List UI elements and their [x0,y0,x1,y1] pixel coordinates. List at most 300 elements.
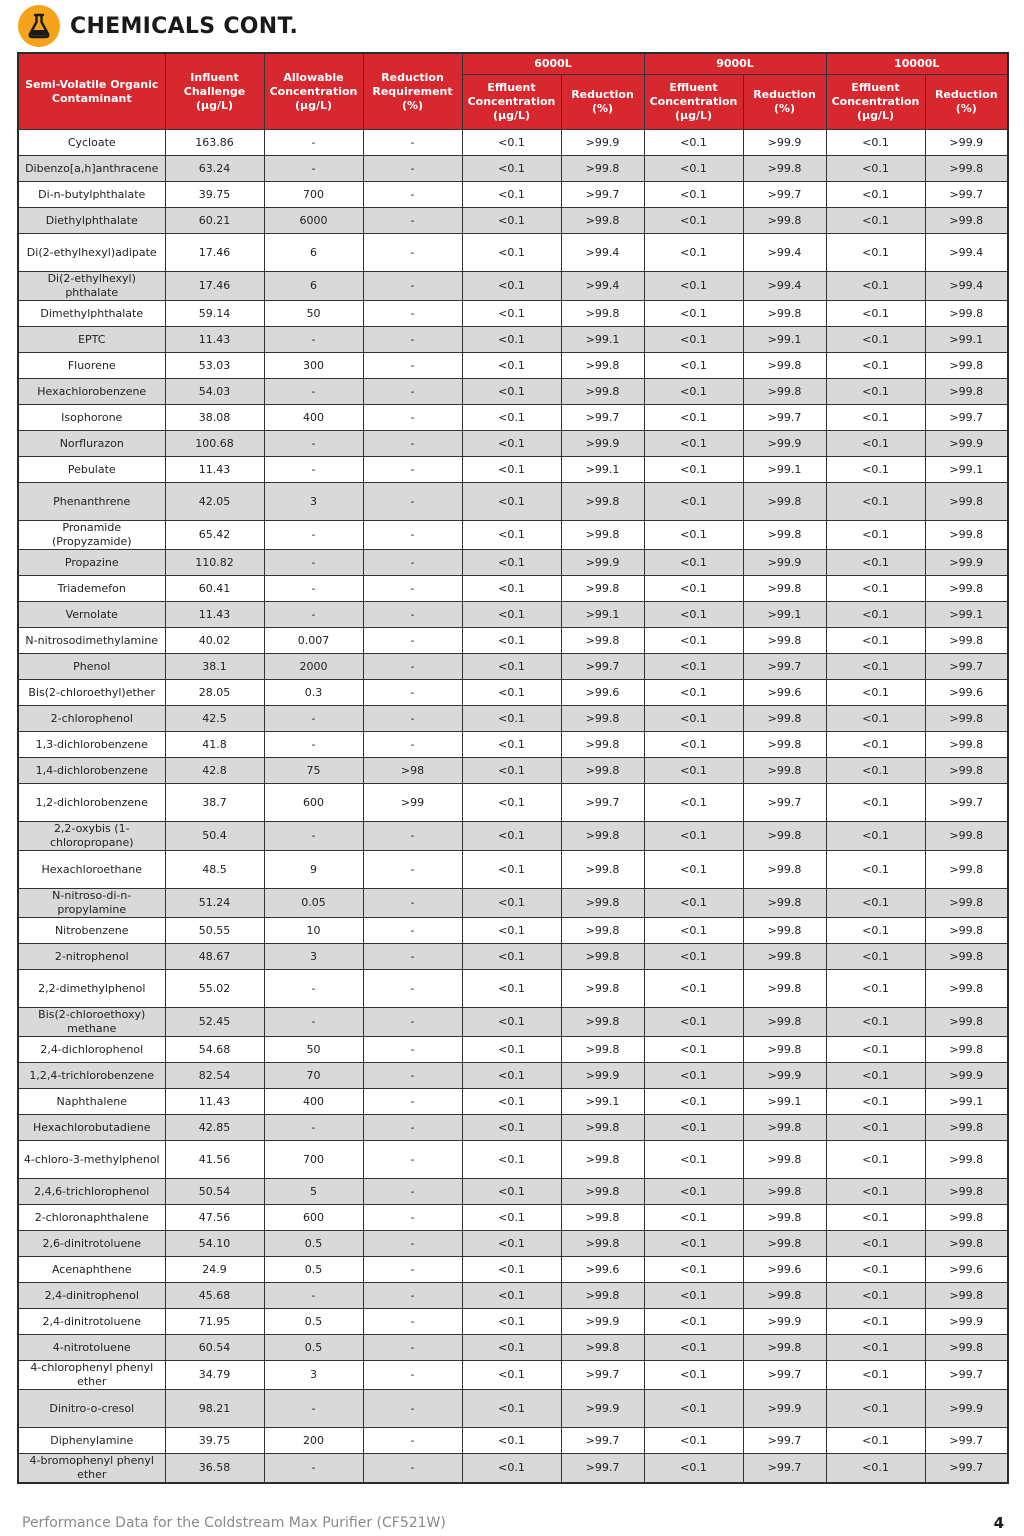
cell-6000l-effluent: <0.1 [462,602,561,628]
cell-10000l-effluent: <0.1 [826,1037,925,1063]
cell-9000l-reduction: >99.8 [743,822,826,851]
footer-text: Performance Data for the Coldstream Max Purifier (CF521W) [22,1515,446,1531]
cell-10000l-effluent: <0.1 [826,1335,925,1361]
cell-10000l-effluent: <0.1 [826,654,925,680]
cell-9000l-effluent: <0.1 [644,654,743,680]
cell-allowable: - [264,457,363,483]
cell-10000l-effluent: <0.1 [826,918,925,944]
cell-allowable: 6 [264,234,363,272]
cell-influent: 50.54 [165,1179,264,1205]
cell-requirement: - [363,1361,462,1390]
cell-9000l-effluent: <0.1 [644,1141,743,1179]
cell-allowable: 300 [264,353,363,379]
cell-allowable: - [264,550,363,576]
cell-influent: 54.03 [165,379,264,405]
cell-contaminant: Dibenzo[a,h]anthracene [18,156,165,182]
cell-10000l-effluent: <0.1 [826,405,925,431]
cell-requirement: >98 [363,758,462,784]
col-header-requirement: Reduction Requirement (%) [363,53,462,130]
cell-6000l-effluent: <0.1 [462,379,561,405]
cell-10000l-reduction: >99.9 [925,550,1008,576]
cell-10000l-effluent: <0.1 [826,1115,925,1141]
table-row [18,182,1008,208]
cell-9000l-reduction: >99.8 [743,889,826,918]
cell-9000l-reduction: >99.8 [743,758,826,784]
cell-10000l-effluent: <0.1 [826,970,925,1008]
cell-requirement: - [363,970,462,1008]
table-row [18,1335,1008,1361]
cell-allowable: 0.5 [264,1257,363,1283]
cell-10000l-effluent: <0.1 [826,1008,925,1037]
cell-6000l-effluent: <0.1 [462,1205,561,1231]
cell-allowable: - [264,1390,363,1428]
cell-6000l-reduction: >99.8 [561,208,644,234]
cell-requirement: - [363,680,462,706]
cell-9000l-reduction: >99.8 [743,156,826,182]
cell-contaminant: 4-chloro-3-methylphenol [18,1141,165,1179]
cell-requirement: - [363,483,462,521]
cell-allowable: - [264,431,363,457]
cell-6000l-effluent: <0.1 [462,1309,561,1335]
cell-influent: 39.75 [165,1428,264,1454]
cell-10000l-effluent: <0.1 [826,851,925,889]
cell-6000l-effluent: <0.1 [462,272,561,301]
cell-allowable: - [264,1283,363,1309]
cell-requirement: - [363,602,462,628]
table-row [18,1063,1008,1089]
cell-influent: 54.10 [165,1231,264,1257]
cell-9000l-reduction: >99.9 [743,130,826,156]
cell-10000l-effluent: <0.1 [826,822,925,851]
cell-10000l-reduction: >99.7 [925,405,1008,431]
cell-9000l-reduction: >99.9 [743,1390,826,1428]
cell-9000l-effluent: <0.1 [644,1257,743,1283]
cell-9000l-effluent: <0.1 [644,1205,743,1231]
cell-allowable: 6 [264,272,363,301]
cell-9000l-effluent: <0.1 [644,234,743,272]
cell-6000l-reduction: >99.8 [561,1231,644,1257]
cell-requirement: - [363,1063,462,1089]
cell-9000l-reduction: >99.8 [743,521,826,550]
cell-10000l-effluent: <0.1 [826,483,925,521]
cell-9000l-reduction: >99.7 [743,1361,826,1390]
cell-10000l-reduction: >99.1 [925,327,1008,353]
cell-10000l-reduction: >99.8 [925,706,1008,732]
cell-9000l-effluent: <0.1 [644,521,743,550]
cell-6000l-effluent: <0.1 [462,1179,561,1205]
cell-requirement: - [363,208,462,234]
cell-6000l-reduction: >99.8 [561,918,644,944]
cell-requirement: - [363,1179,462,1205]
cell-9000l-effluent: <0.1 [644,208,743,234]
cell-10000l-reduction: >99.7 [925,182,1008,208]
cell-6000l-effluent: <0.1 [462,1063,561,1089]
cell-allowable: 2000 [264,654,363,680]
cell-6000l-reduction: >99.7 [561,1454,644,1484]
cell-6000l-effluent: <0.1 [462,301,561,327]
cell-allowable: 0.3 [264,680,363,706]
cell-requirement: - [363,301,462,327]
cell-contaminant: 2,4-dichlorophenol [18,1037,165,1063]
cell-influent: 42.85 [165,1115,264,1141]
cell-9000l-reduction: >99.9 [743,550,826,576]
cell-allowable: - [264,970,363,1008]
cell-6000l-reduction: >99.7 [561,182,644,208]
cell-6000l-reduction: >99.8 [561,1008,644,1037]
cell-contaminant: Di-n-butylphthalate [18,182,165,208]
cell-6000l-effluent: <0.1 [462,822,561,851]
cell-6000l-effluent: <0.1 [462,970,561,1008]
cell-requirement: - [363,550,462,576]
cell-6000l-effluent: <0.1 [462,234,561,272]
cell-10000l-reduction: >99.4 [925,272,1008,301]
cell-6000l-reduction: >99.9 [561,1390,644,1428]
cell-allowable: - [264,732,363,758]
cell-9000l-reduction: >99.1 [743,1089,826,1115]
cell-10000l-reduction: >99.8 [925,1037,1008,1063]
cell-6000l-reduction: >99.8 [561,732,644,758]
cell-6000l-reduction: >99.8 [561,851,644,889]
cell-influent: 36.58 [165,1454,264,1484]
cell-contaminant: Hexachlorobenzene [18,379,165,405]
cell-10000l-reduction: >99.8 [925,918,1008,944]
table-row [18,1257,1008,1283]
table-row [18,1454,1008,1484]
table-row [18,1179,1008,1205]
sub-header-effluent: Effluent Concentration (µg/L) [462,75,561,130]
cell-10000l-reduction: >99.8 [925,822,1008,851]
cell-6000l-reduction: >99.7 [561,1428,644,1454]
sub-header-effluent: Effluent Concentration (µg/L) [826,75,925,130]
cell-6000l-reduction: >99.8 [561,521,644,550]
cell-requirement: - [363,457,462,483]
cell-6000l-reduction: >99.8 [561,706,644,732]
group-header-6000l: 6000L [462,53,644,75]
cell-10000l-reduction: >99.1 [925,602,1008,628]
cell-6000l-effluent: <0.1 [462,1428,561,1454]
cell-6000l-effluent: <0.1 [462,576,561,602]
group-header-9000l: 9000L [644,53,826,75]
cell-9000l-reduction: >99.8 [743,970,826,1008]
cell-6000l-effluent: <0.1 [462,1283,561,1309]
table-row [18,1428,1008,1454]
cell-requirement: - [363,379,462,405]
cell-contaminant: Diphenylamine [18,1428,165,1454]
cell-6000l-effluent: <0.1 [462,1008,561,1037]
cell-allowable: 0.5 [264,1231,363,1257]
cell-9000l-effluent: <0.1 [644,1179,743,1205]
table-row [18,405,1008,431]
cell-6000l-reduction: >99.8 [561,156,644,182]
col-header-contaminant: Semi-Volatile Organic Contaminant [18,53,165,130]
cell-allowable: 600 [264,1205,363,1231]
cell-6000l-reduction: >99.7 [561,405,644,431]
cell-10000l-reduction: >99.8 [925,1231,1008,1257]
cell-10000l-effluent: <0.1 [826,1361,925,1390]
cell-10000l-effluent: <0.1 [826,1089,925,1115]
cell-9000l-reduction: >99.6 [743,680,826,706]
table-row [18,301,1008,327]
cell-requirement: - [363,1283,462,1309]
cell-influent: 39.75 [165,182,264,208]
cell-requirement: - [363,130,462,156]
cell-9000l-effluent: <0.1 [644,680,743,706]
table-row [18,208,1008,234]
cell-contaminant: Propazine [18,550,165,576]
cell-contaminant: Triademefon [18,576,165,602]
cell-requirement: - [363,234,462,272]
cell-9000l-reduction: >99.1 [743,327,826,353]
cell-9000l-effluent: <0.1 [644,550,743,576]
cell-9000l-reduction: >99.8 [743,576,826,602]
cell-10000l-reduction: >99.7 [925,654,1008,680]
cell-6000l-effluent: <0.1 [462,851,561,889]
cell-9000l-effluent: <0.1 [644,822,743,851]
cell-6000l-reduction: >99.1 [561,602,644,628]
table-row [18,483,1008,521]
cell-6000l-reduction: >99.8 [561,1037,644,1063]
cell-requirement: >99 [363,784,462,822]
cell-6000l-effluent: <0.1 [462,457,561,483]
cell-6000l-reduction: >99.8 [561,822,644,851]
cell-10000l-effluent: <0.1 [826,431,925,457]
cell-allowable: 10 [264,918,363,944]
cell-influent: 41.8 [165,732,264,758]
cell-influent: 63.24 [165,156,264,182]
table-row [18,970,1008,1008]
cell-6000l-effluent: <0.1 [462,1141,561,1179]
cell-9000l-effluent: <0.1 [644,379,743,405]
cell-influent: 52.45 [165,1008,264,1037]
cell-influent: 11.43 [165,457,264,483]
cell-contaminant: Dimethylphthalate [18,301,165,327]
cell-6000l-reduction: >99.9 [561,1063,644,1089]
cell-allowable: 50 [264,301,363,327]
cell-9000l-effluent: <0.1 [644,1283,743,1309]
cell-6000l-effluent: <0.1 [462,784,561,822]
cell-contaminant: Bis(2-chloroethyl)ether [18,680,165,706]
cell-requirement: - [363,156,462,182]
cell-9000l-reduction: >99.7 [743,654,826,680]
cell-9000l-reduction: >99.9 [743,431,826,457]
cell-influent: 60.41 [165,576,264,602]
cell-6000l-reduction: >99.8 [561,301,644,327]
cell-influent: 17.46 [165,234,264,272]
cell-contaminant: EPTC [18,327,165,353]
cell-influent: 34.79 [165,1361,264,1390]
flask-icon [18,5,60,47]
table-row [18,327,1008,353]
cell-influent: 60.21 [165,208,264,234]
cell-9000l-effluent: <0.1 [644,457,743,483]
cell-contaminant: Naphthalene [18,1089,165,1115]
cell-allowable: - [264,1008,363,1037]
table-row [18,1037,1008,1063]
cell-9000l-effluent: <0.1 [644,1454,743,1484]
cell-allowable: 0.5 [264,1309,363,1335]
table-row [18,1141,1008,1179]
cell-influent: 110.82 [165,550,264,576]
cell-10000l-effluent: <0.1 [826,1283,925,1309]
cell-allowable: - [264,1115,363,1141]
cell-allowable: 0.05 [264,889,363,918]
cell-allowable: 0.5 [264,1335,363,1361]
cell-requirement: - [363,182,462,208]
cell-10000l-reduction: >99.8 [925,889,1008,918]
cell-10000l-reduction: >99.8 [925,628,1008,654]
sub-header-effluent: Effluent Concentration (µg/L) [644,75,743,130]
cell-allowable: - [264,602,363,628]
cell-6000l-effluent: <0.1 [462,1257,561,1283]
sub-header-reduction: Reduction (%) [743,75,826,130]
cell-10000l-effluent: <0.1 [826,1231,925,1257]
cell-9000l-reduction: >99.8 [743,353,826,379]
cell-contaminant: 4-nitrotoluene [18,1335,165,1361]
cell-6000l-reduction: >99.9 [561,431,644,457]
cell-6000l-effluent: <0.1 [462,431,561,457]
cell-10000l-reduction: >99.8 [925,1115,1008,1141]
cell-9000l-effluent: <0.1 [644,758,743,784]
cell-9000l-effluent: <0.1 [644,576,743,602]
cell-contaminant: Isophorone [18,405,165,431]
cell-contaminant: Phenol [18,654,165,680]
cell-6000l-reduction: >99.8 [561,353,644,379]
cell-allowable: 400 [264,1089,363,1115]
cell-10000l-reduction: >99.8 [925,944,1008,970]
cell-contaminant: N-nitroso-di-n-propylamine [18,889,165,918]
cell-requirement: - [363,1231,462,1257]
cell-contaminant: 2,4-dinitrotoluene [18,1309,165,1335]
table-row [18,654,1008,680]
cell-10000l-reduction: >99.8 [925,483,1008,521]
cell-6000l-reduction: >99.8 [561,1115,644,1141]
cell-6000l-effluent: <0.1 [462,1115,561,1141]
cell-10000l-effluent: <0.1 [826,208,925,234]
cell-contaminant: 2-chloronaphthalene [18,1205,165,1231]
page-header [18,4,298,48]
table-row [18,944,1008,970]
cell-influent: 82.54 [165,1063,264,1089]
cell-contaminant: Vernolate [18,602,165,628]
cell-9000l-reduction: >99.8 [743,1335,826,1361]
table-row [18,851,1008,889]
cell-9000l-effluent: <0.1 [644,1063,743,1089]
cell-allowable: 6000 [264,208,363,234]
cell-requirement: - [363,1428,462,1454]
cell-10000l-reduction: >99.8 [925,576,1008,602]
cell-9000l-reduction: >99.8 [743,732,826,758]
table-row [18,732,1008,758]
table-row [18,1390,1008,1428]
cell-6000l-effluent: <0.1 [462,156,561,182]
table-row [18,628,1008,654]
table-row [18,431,1008,457]
cell-10000l-effluent: <0.1 [826,889,925,918]
table-row [18,706,1008,732]
cell-9000l-reduction: >99.8 [743,483,826,521]
cell-10000l-effluent: <0.1 [826,628,925,654]
cell-influent: 45.68 [165,1283,264,1309]
cell-9000l-effluent: <0.1 [644,1309,743,1335]
cell-influent: 28.05 [165,680,264,706]
cell-10000l-effluent: <0.1 [826,784,925,822]
cell-contaminant: 1,4-dichlorobenzene [18,758,165,784]
table-row [18,758,1008,784]
cell-allowable: - [264,379,363,405]
cell-contaminant: Hexachlorobutadiene [18,1115,165,1141]
cell-allowable: 70 [264,1063,363,1089]
cell-6000l-reduction: >99.7 [561,1361,644,1390]
cell-requirement: - [363,1037,462,1063]
cell-allowable: - [264,327,363,353]
cell-9000l-reduction: >99.1 [743,602,826,628]
cell-requirement: - [363,851,462,889]
cell-10000l-effluent: <0.1 [826,234,925,272]
cell-9000l-reduction: >99.7 [743,784,826,822]
cell-allowable: - [264,822,363,851]
cell-9000l-reduction: >99.7 [743,1454,826,1484]
cell-9000l-reduction: >99.1 [743,457,826,483]
cell-10000l-effluent: <0.1 [826,1141,925,1179]
cell-6000l-effluent: <0.1 [462,1037,561,1063]
cell-6000l-reduction: >99.8 [561,379,644,405]
table-row [18,889,1008,918]
cell-10000l-reduction: >99.8 [925,1205,1008,1231]
cell-9000l-reduction: >99.8 [743,1115,826,1141]
cell-9000l-effluent: <0.1 [644,851,743,889]
cell-10000l-reduction: >99.8 [925,1283,1008,1309]
cell-10000l-effluent: <0.1 [826,602,925,628]
cell-influent: 50.4 [165,822,264,851]
cell-10000l-reduction: >99.8 [925,156,1008,182]
cell-6000l-reduction: >99.8 [561,1179,644,1205]
cell-9000l-reduction: >99.7 [743,1428,826,1454]
cell-9000l-effluent: <0.1 [644,405,743,431]
cell-6000l-reduction: >99.8 [561,758,644,784]
cell-6000l-effluent: <0.1 [462,918,561,944]
cell-6000l-reduction: >99.1 [561,457,644,483]
table-row [18,822,1008,851]
cell-contaminant: 1,3-dichlorobenzene [18,732,165,758]
cell-6000l-effluent: <0.1 [462,1231,561,1257]
table-row [18,379,1008,405]
cell-contaminant: 4-chlorophenyl phenyl ether [18,1361,165,1390]
cell-influent: 42.8 [165,758,264,784]
cell-9000l-reduction: >99.7 [743,405,826,431]
cell-9000l-reduction: >99.8 [743,1283,826,1309]
cell-contaminant: 2-nitrophenol [18,944,165,970]
cell-6000l-effluent: <0.1 [462,182,561,208]
table-row [18,1115,1008,1141]
cell-influent: 163.86 [165,130,264,156]
cell-10000l-reduction: >99.1 [925,457,1008,483]
cell-9000l-effluent: <0.1 [644,1115,743,1141]
cell-requirement: - [363,521,462,550]
cell-6000l-reduction: >99.7 [561,784,644,822]
cell-requirement: - [363,1454,462,1484]
cell-influent: 65.42 [165,521,264,550]
cell-9000l-effluent: <0.1 [644,628,743,654]
cell-6000l-reduction: >99.8 [561,1141,644,1179]
cell-contaminant: Norflurazon [18,431,165,457]
cell-9000l-effluent: <0.1 [644,301,743,327]
cell-9000l-reduction: >99.8 [743,1037,826,1063]
cell-requirement: - [363,272,462,301]
cell-9000l-effluent: <0.1 [644,156,743,182]
cell-10000l-reduction: >99.8 [925,970,1008,1008]
cell-requirement: - [363,1205,462,1231]
cell-allowable: - [264,156,363,182]
